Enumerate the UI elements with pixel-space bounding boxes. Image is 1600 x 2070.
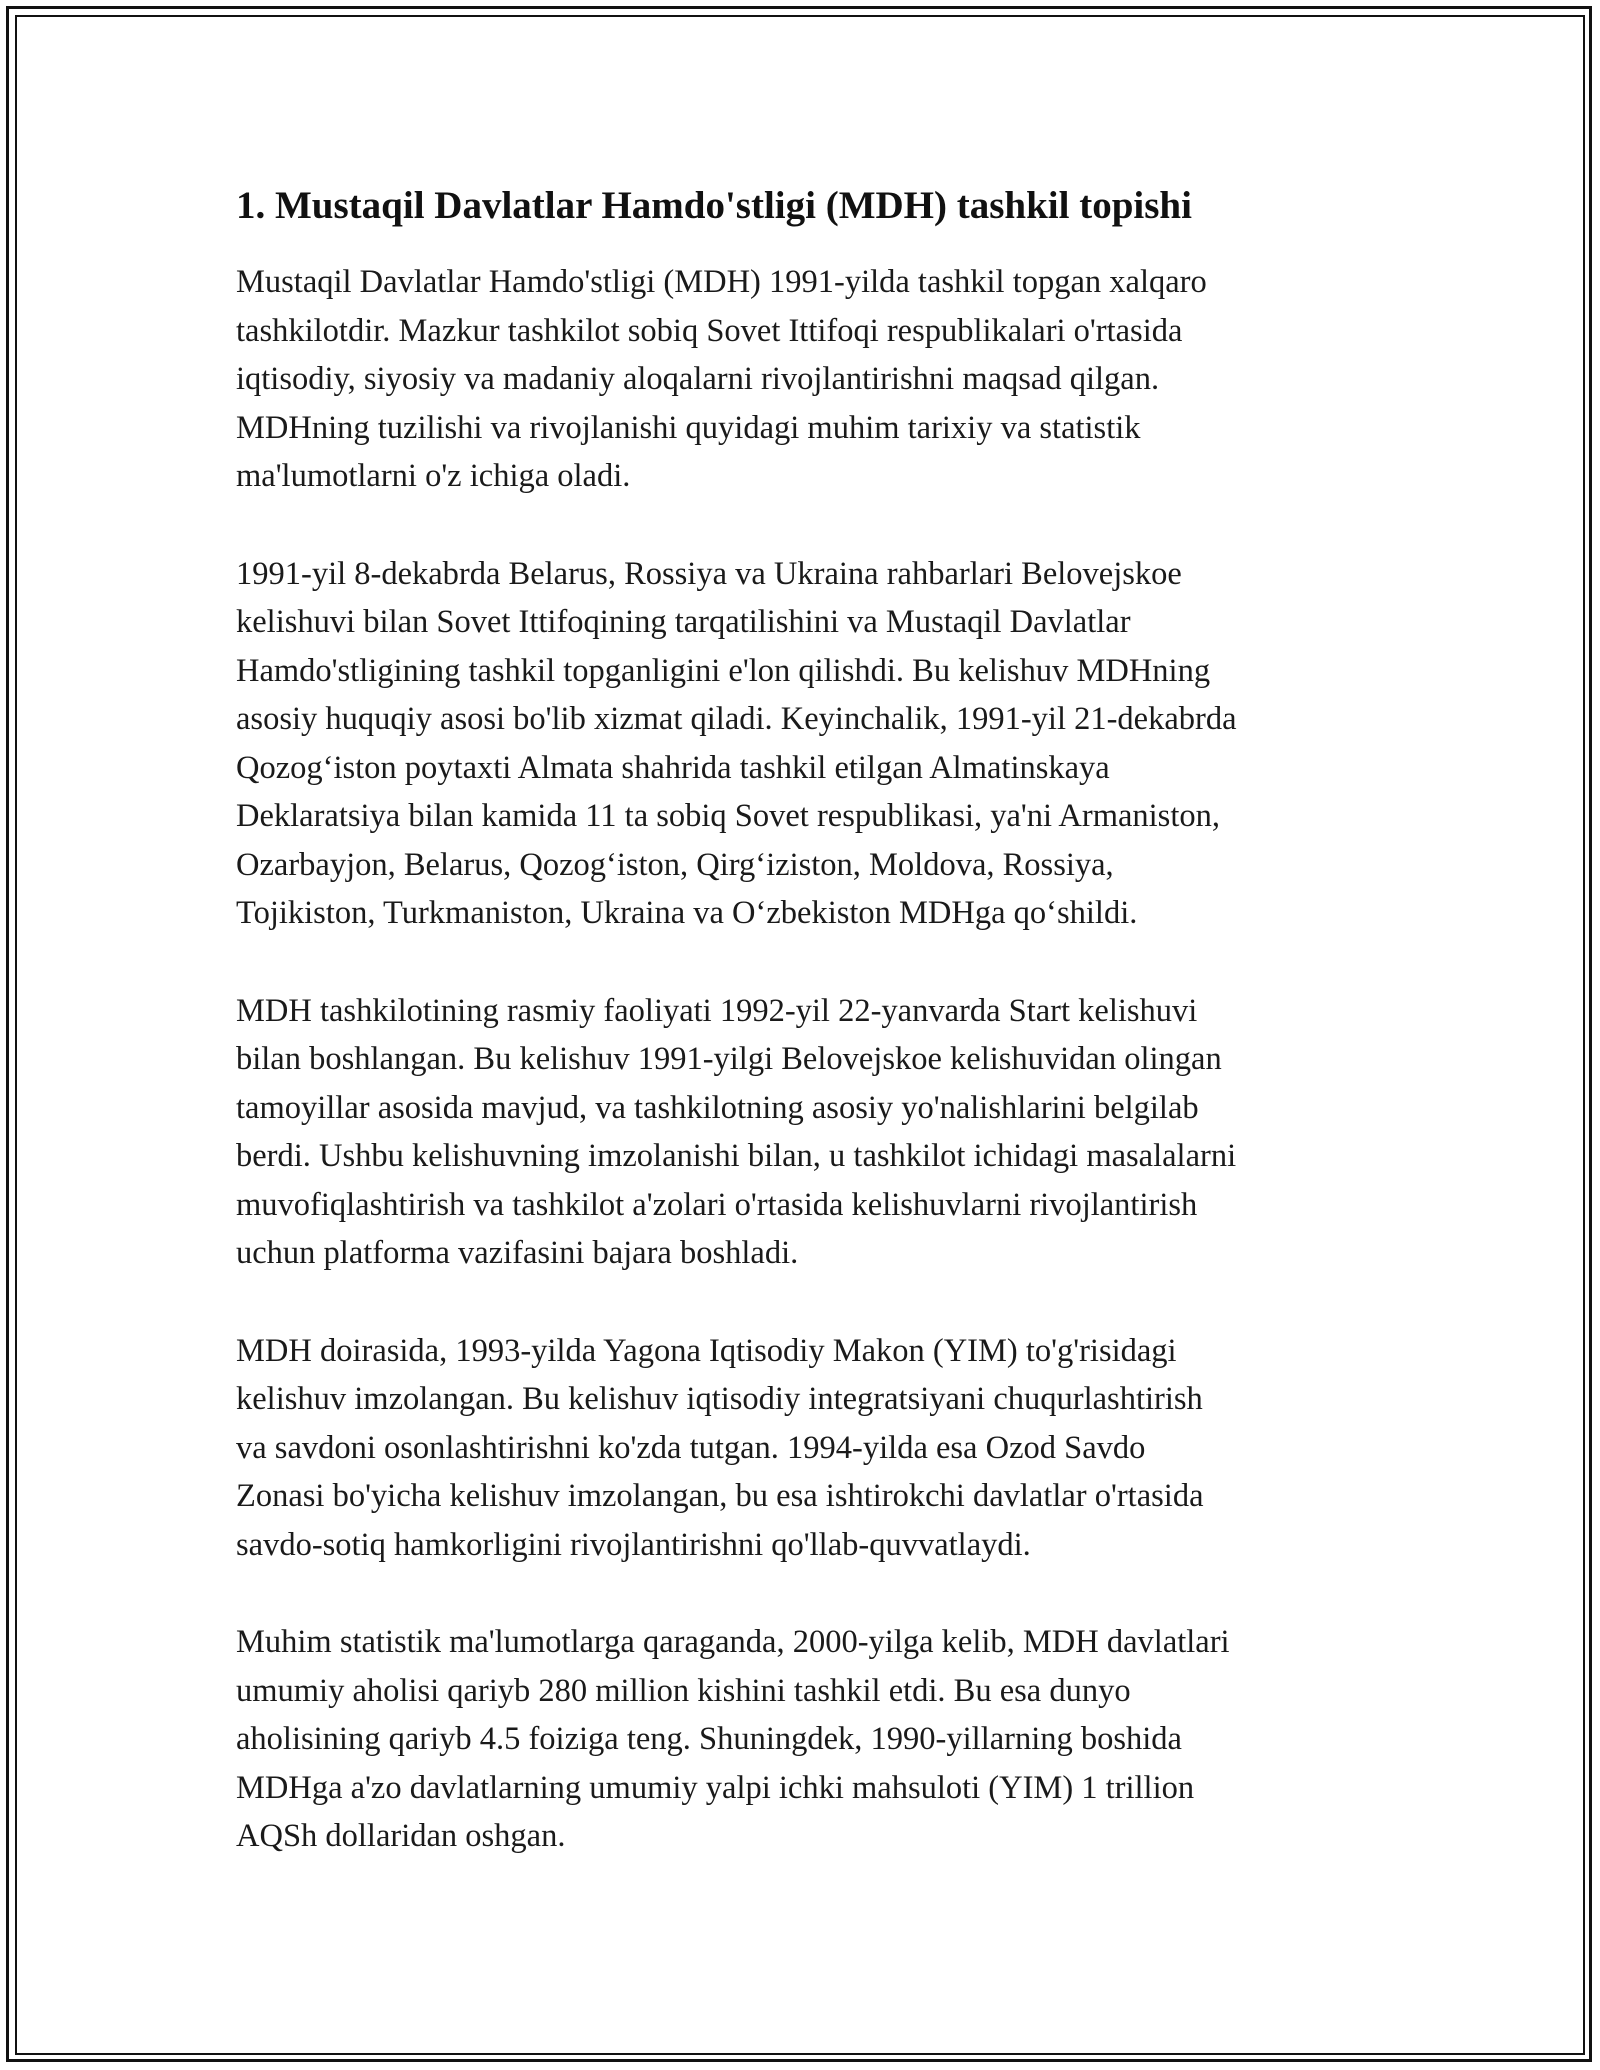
text-line: Mustaqil Davlatlar Hamdo'stligi (MDH) 1991-yilda tashkil topgan xalqaro: [236, 264, 1207, 300]
text-line: Ozarbayjon, Belarus, Qozog‘iston, Qirg‘iziston, Moldova, Rossiya,: [236, 846, 1114, 883]
text-line: va savdoni osonlashtirishni ko'zda tutgan. 1994-yilda esa Ozod Savdo: [236, 1429, 1146, 1466]
text-line: Tojikiston, Turkmaniston, Ukraina va O‘zbekiston MDHga qo‘shildi.: [236, 895, 1138, 931]
text-line: aholisining qariyb 4.5 foiziga teng. Shuningdek, 1990-yillarning boshida: [236, 1721, 1182, 1757]
text-line: kelishuv imzolangan. Bu kelishuv iqtisodiy integratsiyani chuqurlashtirish: [236, 1381, 1203, 1417]
text-line: MDHga a'zo davlatlarning umumiy yalpi ichki mahsuloti (YIM) 1 trillion: [236, 1769, 1195, 1806]
text-line: MDH tashkilotining rasmiy faoliyati 1992-yil 22-yanvarda Start kelishuvi: [236, 992, 1198, 1029]
text-line: bilan boshlangan. Bu kelishuv 1991-yilgi Belovejskoe kelishuvidan olingan: [236, 1041, 1222, 1077]
text-line: Deklaratsiya bilan kamida 11 ta sobiq Sovet respublikasi, ya'ni Armaniston,: [236, 798, 1220, 834]
text-line: savdo-sotiq hamkorligini rivojlantirishni qo'llab-quvvatlaydi.: [236, 1526, 1031, 1563]
text-line: MDH doirasida, 1993-yilda Yagona Iqtisodiy Makon (YIM) to'g'risidagi: [236, 1332, 1177, 1369]
paragraph-intro: [236, 258, 1376, 501]
text-line: AQSh dollaridan oshgan.: [236, 1818, 566, 1854]
text-line: MDHning tuzilishi va rivojlanishi quyidagi muhim tarixiy va statistik: [236, 409, 1141, 446]
text-line: iqtisodiy, siyosiy va madaniy aloqalarni rivojlantirishni maqsad qilgan.: [236, 361, 1160, 397]
text-line: Muhim statistik ma'lumotlarga qaraganda, 2000-yilga kelib, MDH davlatlari: [236, 1624, 1230, 1660]
text-line: umumiy aholisi qariyb 280 million kishini tashkil etdi. Bu esa dunyo: [236, 1672, 1131, 1709]
document-body: [236, 182, 1376, 1910]
text-line: Zonasi bo'yicha kelishuv imzolangan, bu esa ishtirokchi davlatlar o'rtasida: [236, 1478, 1204, 1514]
text-line: berdi. Ushbu kelishuvning imzolanishi bilan, u tashkilot ichidagi masalalarni: [236, 1138, 1237, 1174]
text-line: Hamdo'stligining tashkil topganligini e'lon qilishdi. Bu kelishuv MDHning: [236, 652, 1211, 689]
text-line: tamoyillar asosida mavjud, va tashkilotning asosiy yo'nalishlarini belgilab: [236, 1089, 1199, 1126]
text-line: uchun platforma vazifasini bajara boshladi.: [236, 1235, 799, 1271]
paragraph-belovezha: [236, 550, 1376, 938]
section-title: 1. Mustaqil Davlatlar Hamdo'stligi (MDH) tashkil topishi: [236, 184, 1192, 227]
text-line: ma'lumotlarni o'z ichiga oladi.: [236, 458, 631, 494]
paragraph-statistics: [236, 1618, 1376, 1861]
paragraph-economic-space: [236, 1327, 1376, 1570]
text-line: muvofiqlashtirish va tashkilot a'zolari o'rtasida kelishuvlarni rivojlantirish: [236, 1186, 1198, 1223]
text-line: tashkilotdir. Mazkur tashkilot sobiq Sovet Ittifoqi respublikalari o'rtasida: [236, 312, 1183, 349]
text-line: kelishuvi bilan Sovet Ittifoqining tarqatilishini va Mustaqil Davlatlar: [236, 604, 1131, 640]
text-line: Qozog‘iston poytaxti Almata shahrida tashkil etilgan Almatinskaya: [236, 749, 1110, 786]
paragraph-official-activity: [236, 987, 1376, 1278]
text-line: 1991-yil 8-dekabrda Belarus, Rossiya va Ukraina rahbarlari Belovejskoe: [236, 555, 1182, 592]
text-line: asosiy huquqiy asosi bo'lib xizmat qiladi. Keyinchalik, 1991-yil 21-dekabrda: [236, 701, 1237, 737]
